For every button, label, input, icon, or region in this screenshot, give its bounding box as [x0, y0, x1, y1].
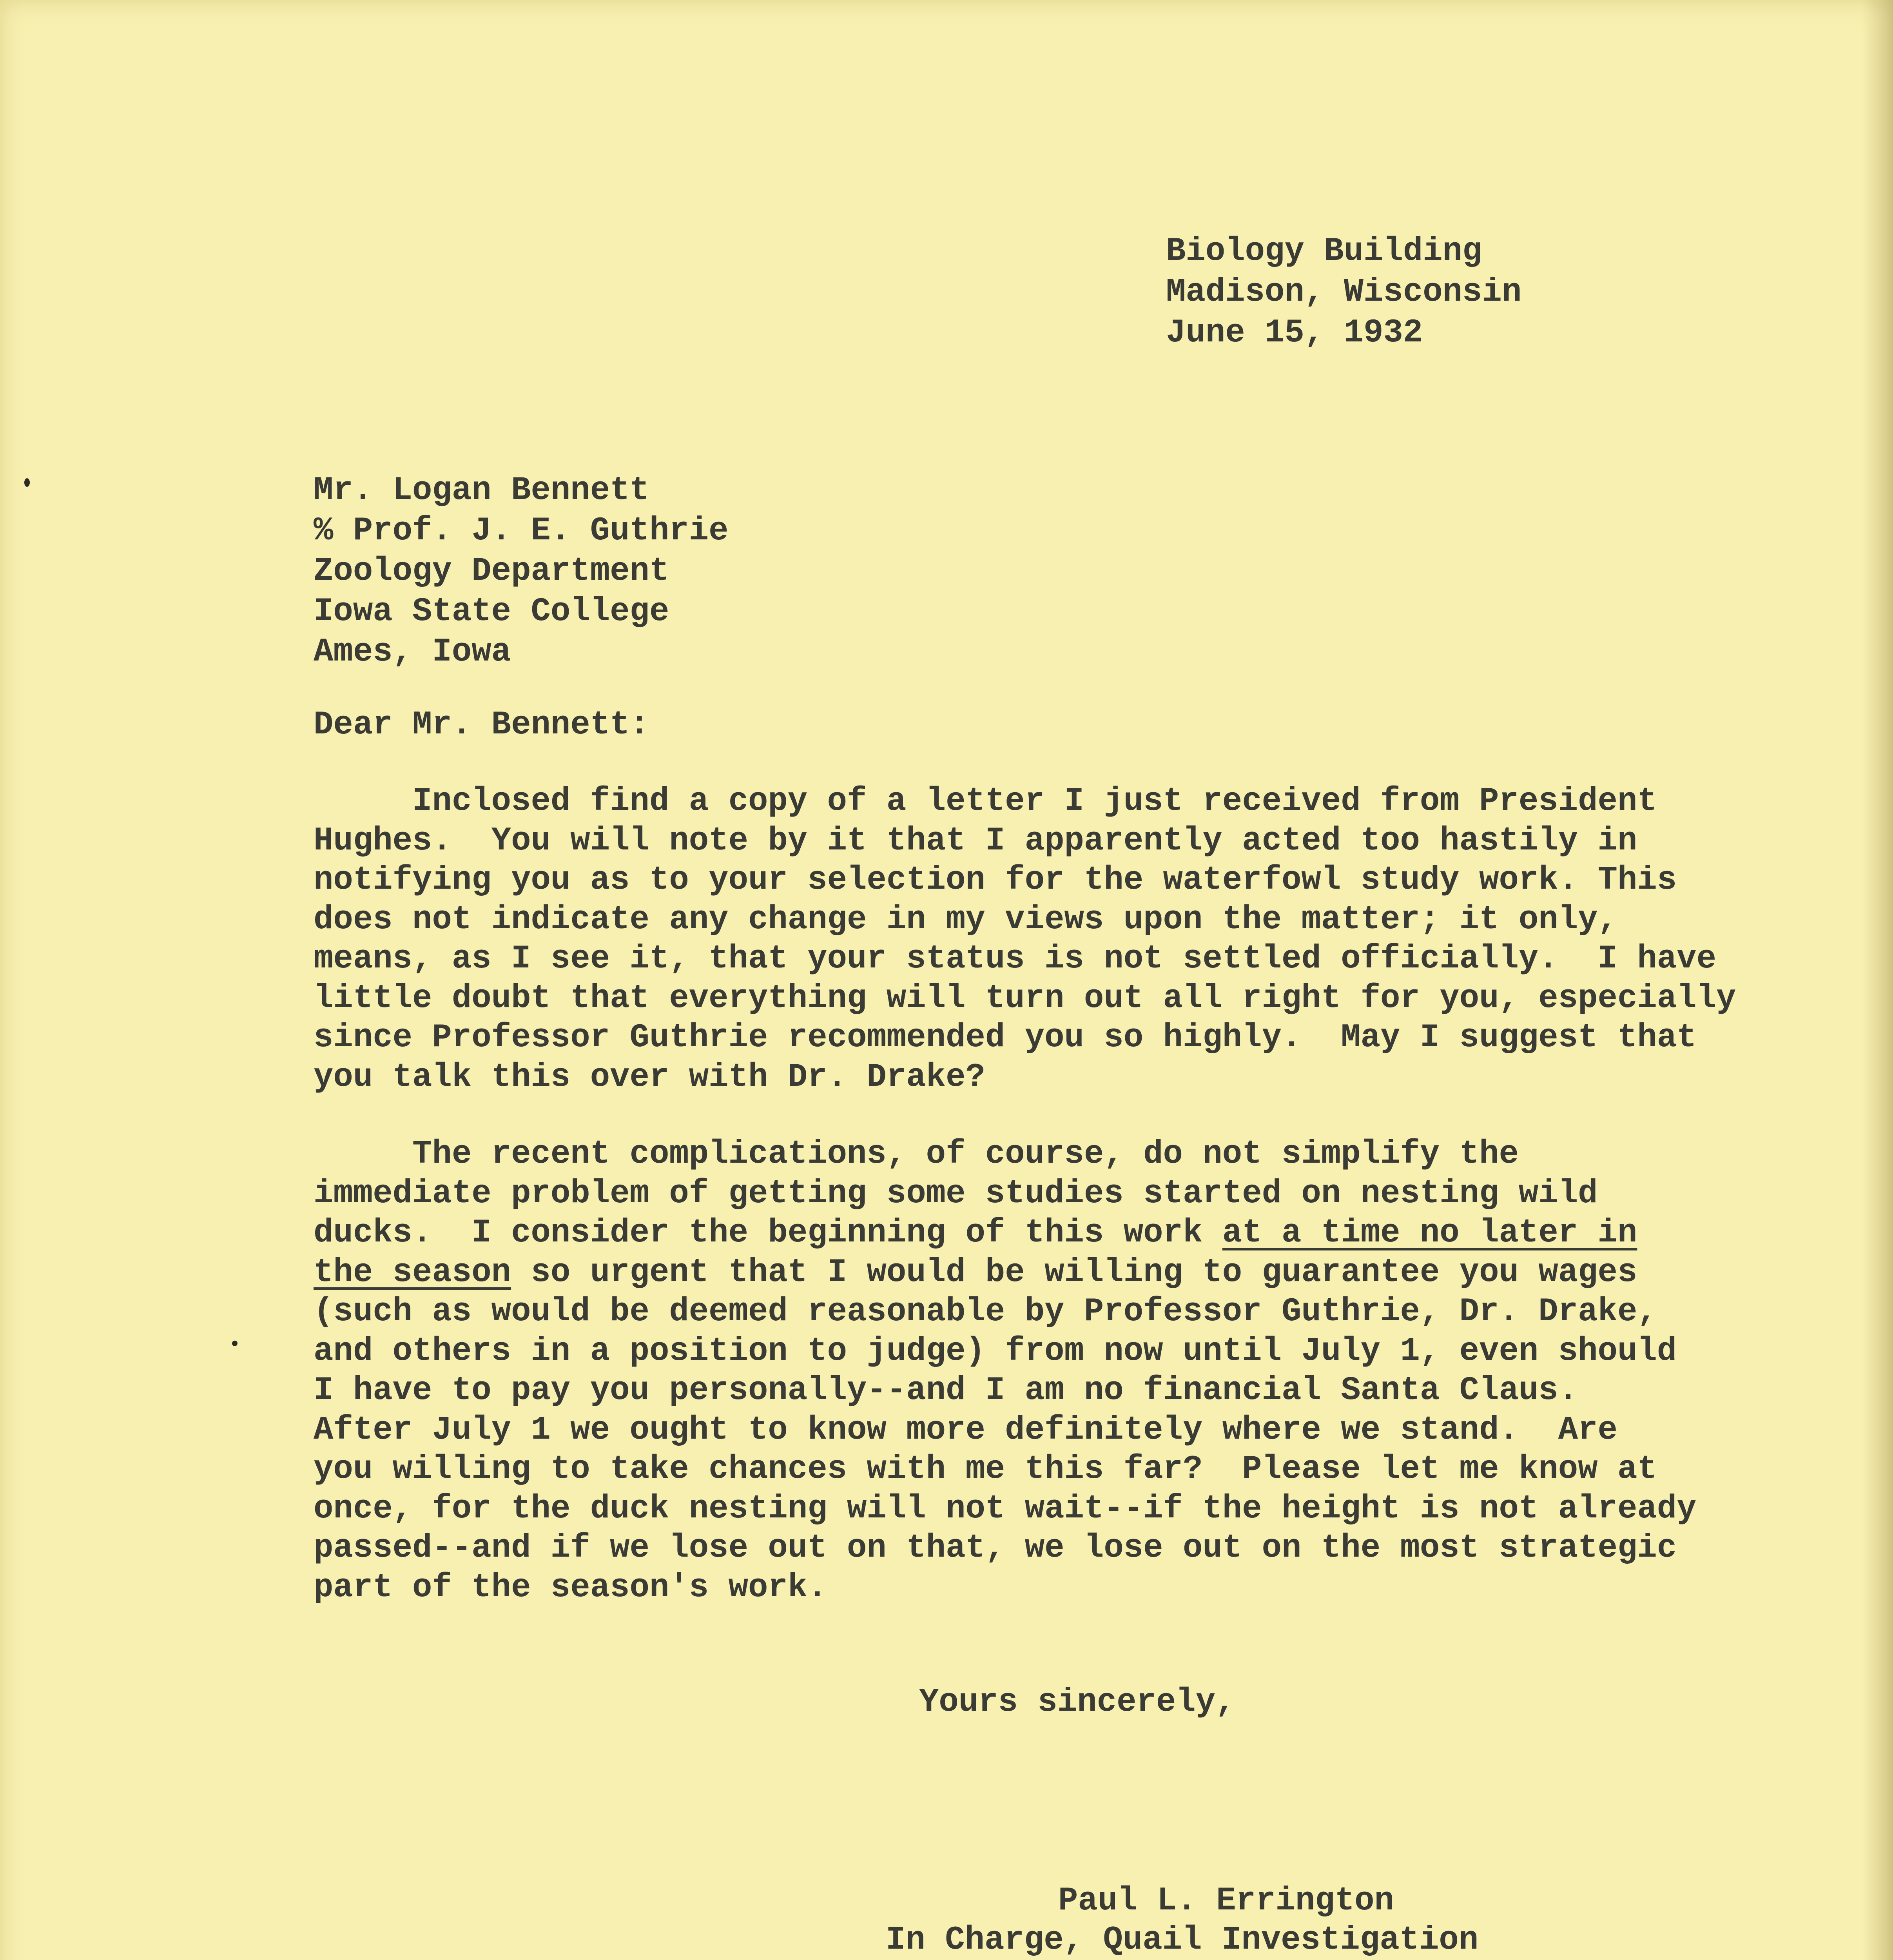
paragraph-line: Inclosed find a copy of a letter I just received from President [314, 783, 1657, 820]
paper-speck [232, 1341, 238, 1346]
recipient-address-block [314, 470, 729, 672]
signer-name: Paul L. Errington [1058, 1882, 1394, 1920]
sender-city: Madison, Wisconsin [1166, 274, 1522, 311]
paragraph-line: After July 1 we ought to know more definitely where we stand. Are [314, 1411, 1617, 1449]
underlined-phrase: the season [314, 1254, 511, 1291]
paragraph-line: The recent complications, of course, do not simplify the [314, 1136, 1519, 1173]
recipient-location: Ames, Iowa [314, 633, 511, 671]
paragraph-line: once, for the duck nesting will not wait--if the height is not already [314, 1490, 1697, 1528]
signature-block [886, 1882, 1478, 1960]
paragraph-line: you willing to take chances with me this far? Please let me know at [314, 1451, 1657, 1488]
paragraph-line: and others in a position to judge) from now until July 1, even should [314, 1332, 1677, 1370]
paragraph-line: little doubt that everything will turn out all right for you, especially [314, 980, 1736, 1017]
paragraph-line: immediate problem of getting some studies started on nesting wild [314, 1175, 1598, 1212]
paragraph-line: since Professor Guthrie recommended you so highly. May I suggest that [314, 1019, 1697, 1056]
paragraph-line: ducks. I consider the beginning of this work [314, 1214, 1222, 1252]
sender-building: Biology Building [1166, 233, 1482, 270]
salutation: Dear Mr. Bennett: [314, 706, 649, 744]
paragraph-line: I have to pay you personally--and I am no financial Santa Claus. [314, 1372, 1578, 1409]
paragraph-line: does not indicate any change in my views upon the matter; it only, [314, 901, 1617, 938]
recipient-institution: Iowa State College [314, 593, 669, 630]
underlined-phrase: at a time no later in [1222, 1214, 1637, 1252]
sender-address-block [1166, 231, 1521, 354]
paragraph-line: means, as I see it, that your status is not settled officially. I have [314, 940, 1716, 978]
paragraph-line: (such as would be deemed reasonable by Professor Guthrie, Dr. Drake, [314, 1293, 1657, 1330]
paragraph-line: Hughes. You will note by it that I apparently acted too hastily in [314, 822, 1637, 860]
body-paragraph-2 [314, 1135, 1697, 1608]
closing: Yours sincerely, [919, 1684, 1235, 1721]
paragraph-line: so urgent that I would be willing to guarantee you wages [511, 1254, 1637, 1291]
recipient-department: Zoology Department [314, 553, 669, 590]
body-paragraph-1 [314, 782, 1736, 1097]
recipient-care-of: % Prof. J. E. Guthrie [314, 512, 729, 550]
paragraph-line: notifying you as to your selection for the waterfowl study work. This [314, 862, 1677, 899]
recipient-name: Mr. Logan Bennett [314, 472, 649, 509]
paper-edge-shadow [1862, 0, 1893, 1960]
paragraph-line: part of the season's work. [314, 1569, 827, 1606]
paragraph-line: passed--and if we lose out on that, we lose out on the most strategic [314, 1530, 1677, 1567]
paper-speck [24, 478, 30, 487]
paragraph-line: you talk this over with Dr. Drake? [314, 1058, 985, 1096]
signer-title: In Charge, Quail Investigation [886, 1922, 1479, 1959]
letter-date: June 15, 1932 [1166, 314, 1423, 352]
